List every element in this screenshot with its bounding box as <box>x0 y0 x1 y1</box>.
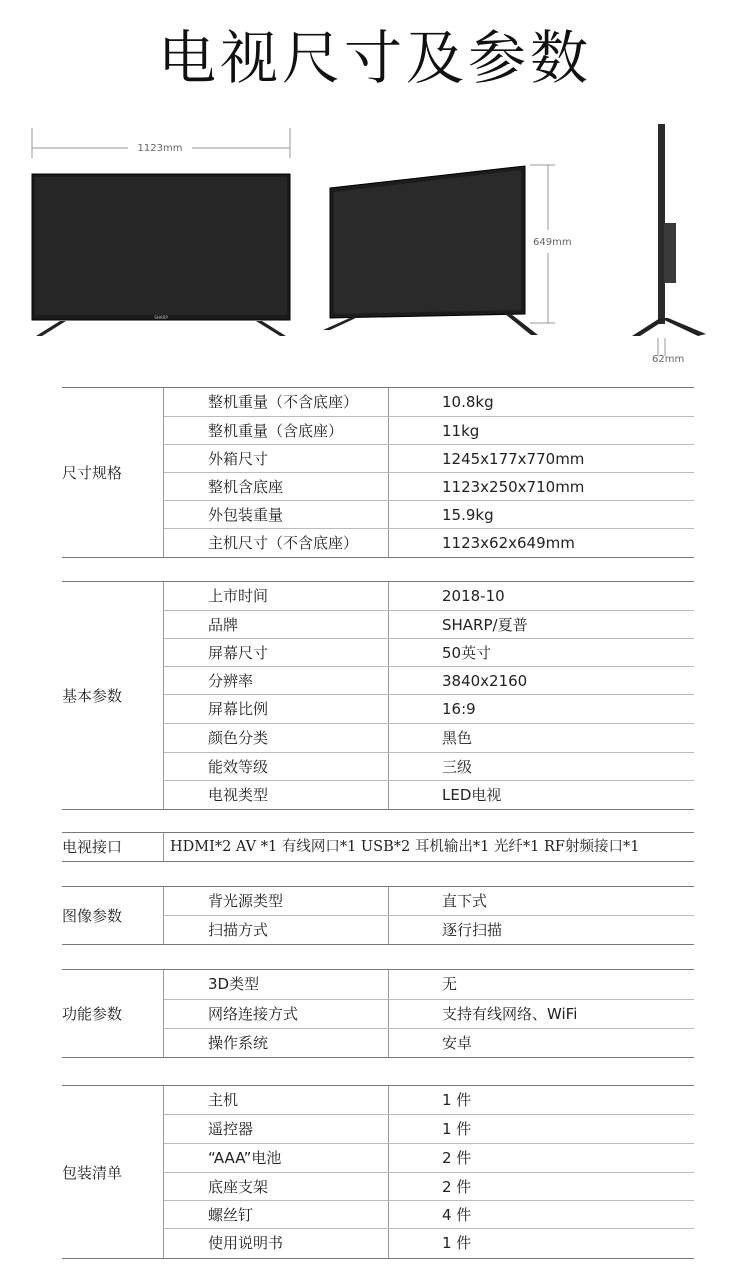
group-label: 包装清单 <box>62 1163 123 1182</box>
group-label: 功能参数 <box>62 1005 123 1023</box>
table-row: 螺丝钉 4 件 <box>164 1200 694 1229</box>
spec-group-package <box>62 1085 694 1259</box>
table-row: 分辨率 3840x2160 <box>164 666 694 695</box>
table-row: 主机尺寸（不含底座） 1123x62x649mm <box>164 528 694 557</box>
tv-dimension-diagrams <box>0 118 750 378</box>
spec-group-size <box>62 387 694 558</box>
table-row: 电视类型 LED电视 <box>164 780 694 809</box>
table-row: 使用说明书 1 件 <box>164 1228 694 1257</box>
table-row: 扫描方式 逐行扫描 <box>164 915 694 944</box>
table-row: 3D类型 无 <box>208 975 458 993</box>
table-row: 操作系统 安卓 <box>164 1028 694 1057</box>
table-row: 外箱尺寸 1245x177x770mm <box>164 444 694 473</box>
group-label: 图像参数 <box>62 907 123 925</box>
table-row: 整机重量（含底座） 11kg <box>164 416 694 445</box>
table-row: 整机重量（不含底座） 10.8kg <box>208 393 494 411</box>
table-row: 网络连接方式 支持有线网络、WiFi <box>164 999 694 1028</box>
spec-group-basic <box>62 581 694 810</box>
table-row: 遥控器 1 件 <box>164 1114 694 1143</box>
table-row: 外包装重量 15.9kg <box>164 500 694 529</box>
interface-label: 电视接口 <box>62 838 123 856</box>
table-row: 品牌 SHARP/夏普 <box>164 610 694 639</box>
interface-value: HDMI*2 AV *1 有线网口*1 USB*2 耳机输出*1 光纤*1 RF射频接口*1 <box>170 839 640 855</box>
side-view <box>632 124 706 365</box>
table-row: 背光源类型 直下式 <box>208 892 488 910</box>
table-row: 屏幕尺寸 50英寸 <box>164 638 694 667</box>
table-row: 整机含底座 1123x250x710mm <box>164 472 694 501</box>
front-view <box>32 128 290 336</box>
table-row: 颜色分类 黑色 <box>164 723 694 752</box>
spec-row-interface <box>62 832 694 862</box>
table-row: 上市时间 2018-10 <box>208 587 505 605</box>
height-dimension-label: 649mm <box>533 237 572 248</box>
spec-group-function <box>62 969 694 1058</box>
table-row: 底座支架 2 件 <box>164 1172 694 1201</box>
angled-view <box>323 165 572 335</box>
group-label: 基本参数 <box>62 687 123 705</box>
width-dimension-label: 1123mm <box>137 143 183 154</box>
table-row: 主机 1 件 <box>208 1091 472 1109</box>
page-title: 电视尺寸及参数 <box>157 24 592 92</box>
spec-group-image <box>62 886 694 945</box>
table-row: “AAA”电池 2 件 <box>164 1143 694 1172</box>
group-label: 尺寸规格 <box>62 464 123 482</box>
brand-logo: SHARP <box>154 315 168 320</box>
depth-dimension-label: 62mm <box>652 354 685 365</box>
table-row: 屏幕比例 16:9 <box>164 694 694 723</box>
table-row: 能效等级 三级 <box>164 752 694 781</box>
